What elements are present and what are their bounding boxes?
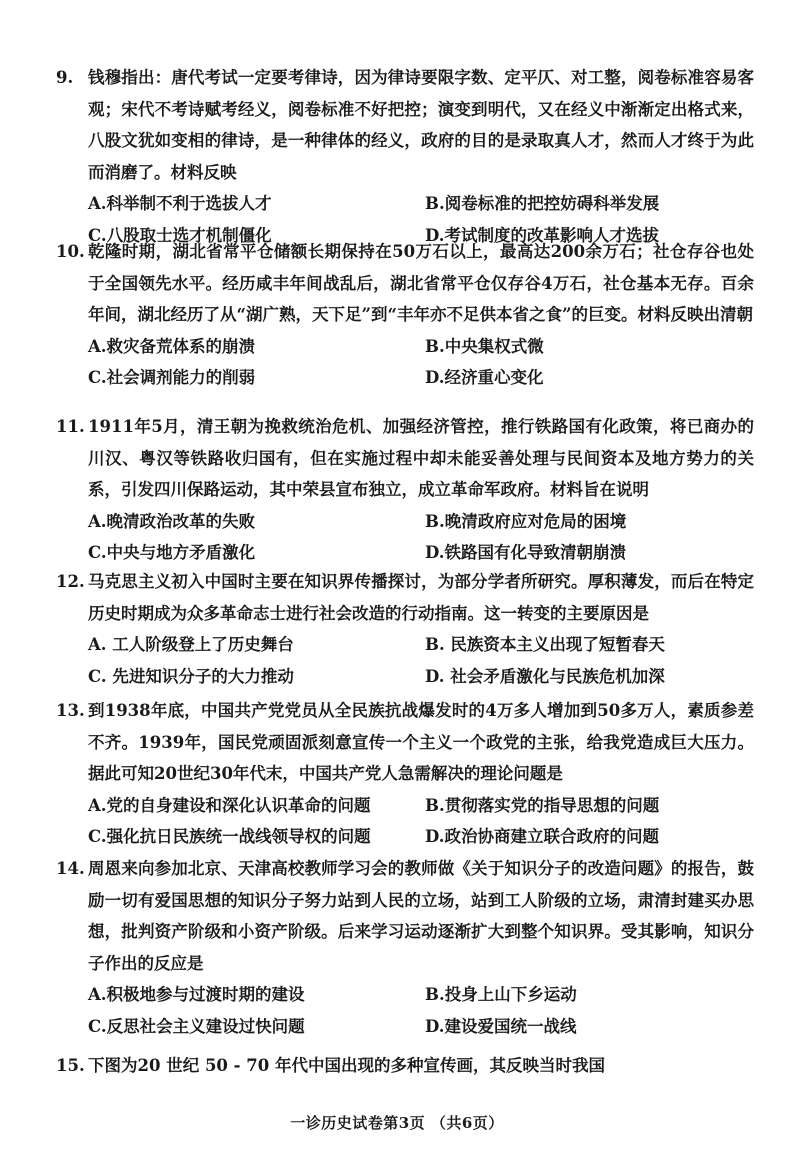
option-c: C.反思社会主义建设过快问题 — [88, 1016, 305, 1036]
option-a: A.救灾备荒体系的崩溃 — [88, 336, 256, 356]
page-footer: 一诊历史试卷第3页 （共6页） — [290, 1114, 504, 1132]
option-b: B.中央集权式微 — [425, 336, 544, 356]
question-15 — [0, 1050, 794, 1082]
option-d: D. 社会矛盾激化与民族危机加深 — [425, 666, 665, 686]
question-stem — [56, 566, 754, 629]
option-b: B.晚清政府应对危局的困境 — [425, 511, 627, 531]
option-d: D.经济重心变化 — [425, 368, 544, 387]
question-text: 下图为20 世纪 50 - 70 年代中国出现的多种宣传画，其反映当时我国 — [88, 1056, 605, 1075]
option-c: C. 先进知识分子的大力推动 — [88, 666, 294, 686]
question-stem — [56, 236, 754, 331]
question-number: 15. — [56, 1056, 85, 1075]
option-b: B.贯彻落实党的指导思想的问题 — [425, 795, 660, 815]
question-stem — [56, 62, 754, 188]
option-a: A.晚清政治改革的失败 — [88, 511, 256, 531]
question-12 — [0, 566, 794, 692]
options — [88, 790, 754, 853]
question-text: 乾隆时期，湖北省常平仓储额长期保持在50万石以上，最高达200余万石；社仓存谷也处于全国领先水平。经历咸丰年间战乱后，湖北省常平仓仅存谷4万石，社仓基本无存。百余年间，湖北经历了从“湖广熟，天下足”到“丰年亦不足供本省之食”的巨变。材料反映出清朝 — [88, 242, 754, 324]
question-number: 10. — [56, 242, 85, 261]
question-stem — [56, 695, 754, 790]
option-b: B.阅卷标准的把控妨碍科举发展 — [425, 194, 660, 213]
option-a: A.党的自身建设和深化认识革命的问题 — [88, 795, 371, 815]
question-stem — [56, 411, 754, 506]
question-number: 11. — [56, 417, 85, 436]
question-10 — [0, 236, 794, 394]
option-c: C.八股取士选才机制僵化 — [88, 225, 272, 245]
option-b: B. 民族资本主义出现了短暂春天 — [425, 635, 665, 654]
option-c: C.中央与地方矛盾激化 — [88, 543, 256, 562]
option-d: D.建设爱国统一战线 — [425, 1016, 577, 1036]
question-number: 9. — [56, 68, 74, 87]
question-11 — [0, 411, 794, 569]
question-text: 周恩来向参加北京、天津高校教师学习会的教师做《关于知识分子的改造问题》的报告，鼓励一切有爱国思想的知识分子努力站到人民的立场，站到工人阶级的立场，肃清封建买办思想，批判资产阶级和小资产阶级。后来学习运动逐渐扩大到整个知识界。受其影响，知识分子作出的反应是 — [88, 859, 754, 973]
question-9 — [0, 62, 794, 251]
option-a: A.科举制不利于选拔人才 — [88, 194, 272, 213]
option-c: C.社会调剂能力的削弱 — [88, 368, 256, 387]
options — [88, 506, 754, 569]
question-stem — [56, 853, 754, 979]
question-text: 马克思主义初入中国时主要在知识界传播探讨，为部分学者所研究。厚积薄发，而后在特定历史时期成为众多革命志士进行社会改造的行动指南。这一转变的主要原因是 — [88, 572, 754, 623]
option-c: C.强化抗日民族统一战线领导权的问题 — [88, 827, 371, 846]
question-text: 1911年5月，清王朝为挽救统治危机、加强经济管控，推行铁路国有化政策，将已商办的川汉、粤汉等铁路收归国有，但在实施过程中却未能妥善处理与民间资本及地方势力的关系，引发四川保路运动，其中荣县宣布独立，成立革命军政府。材料旨在说明 — [88, 417, 754, 499]
options — [88, 331, 754, 394]
question-text: 钱穆指出：唐代考试一定要考律诗，因为律诗要限字数、定平仄、对工整，阅卷标准容易客观；宋代不考诗赋考经义，阅卷标准不好把控；演变到明代，又在经义中渐渐定出格式来，八股文犹如变相的律诗，是一种律体的经义，政府的目的是录取真人才，然而人才终于为此而消磨了。材料反映 — [88, 68, 754, 182]
question-number: 14. — [56, 859, 85, 878]
question-text: 到1938年底，中国共产党党员从全民族抗战爆发时的4万多人增加到50多万人，素质参差不齐。1939年，国民党顽固派刻意宣传一个主义一个政党的主张，给我党造成巨大压力。据此可知20世纪30年代末，中国共产党人急需解决的理论问题是 — [88, 701, 754, 783]
options — [88, 629, 754, 692]
question-number: 13. — [56, 701, 85, 720]
question-14 — [0, 853, 794, 1042]
option-a: A. 工人阶级登上了历史舞台 — [88, 635, 294, 654]
option-b: B.投身上山下乡运动 — [425, 985, 577, 1004]
option-a: A.积极地参与过渡时期的建设 — [88, 985, 305, 1004]
question-number: 12. — [56, 572, 85, 591]
option-d: D.考试制度的改革影响人才选拔 — [425, 225, 659, 245]
option-d: D.政治协商建立联合政府的问题 — [425, 827, 659, 846]
option-d: D.铁路国有化导致清朝崩溃 — [425, 543, 626, 562]
question-13 — [0, 695, 794, 853]
question-stem — [56, 1050, 754, 1082]
options — [88, 979, 754, 1042]
